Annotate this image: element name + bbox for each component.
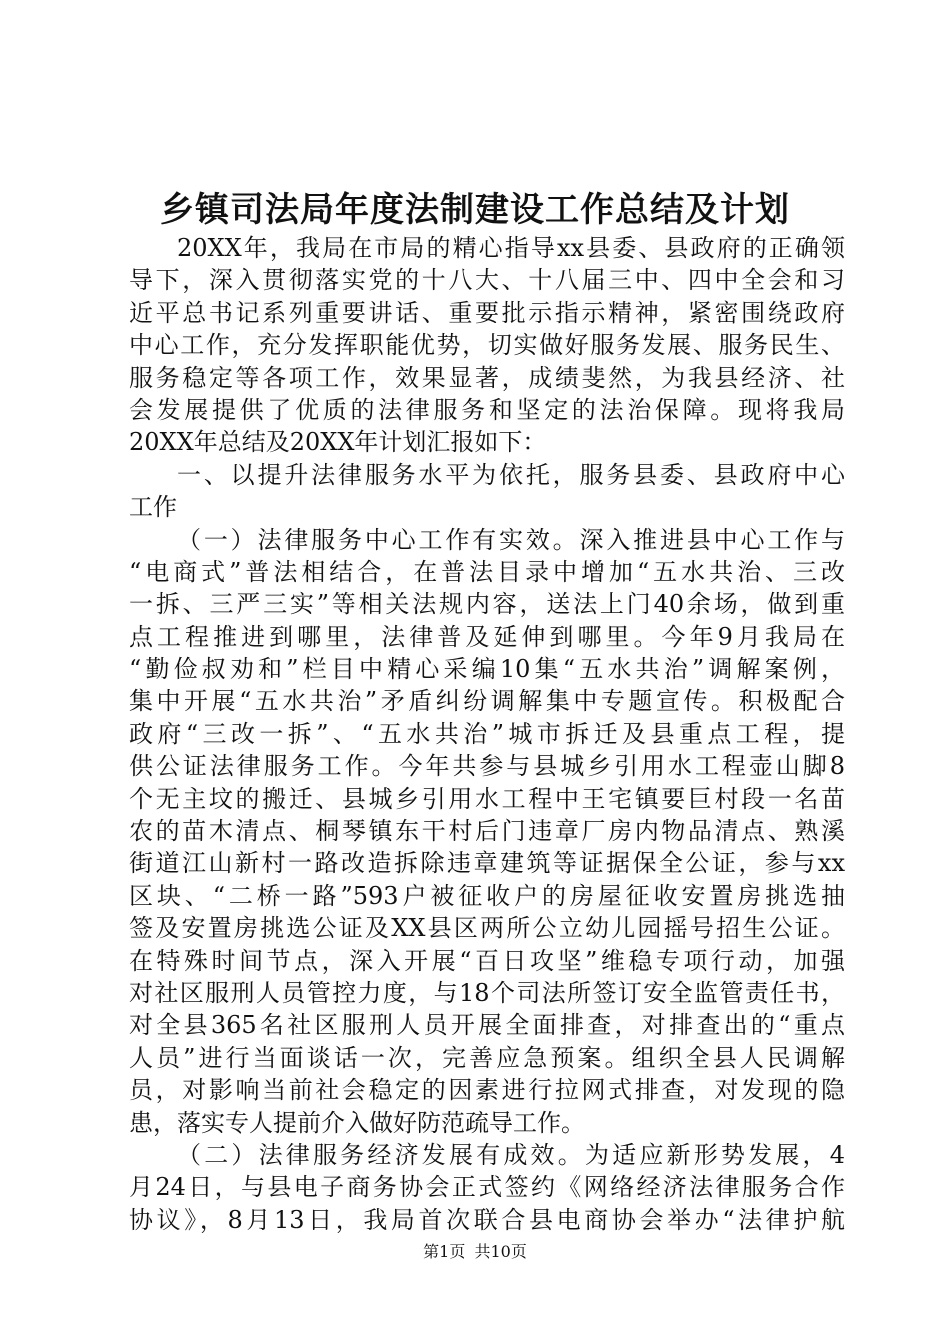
text-line: 月24日，与县电子商务协会正式签约《网络经济法律服务合作 (129, 1173, 845, 1202)
text-line: 集中开展“五水共治”矛盾纠纷调解集中专题宣传。积极配合 (129, 687, 845, 716)
text-line: 20XX年，我局在市局的精心指导xx县委、县政府的正确领 (177, 234, 845, 262)
text-line: 个无主坟的搬迁、县城乡引用水工程中王宅镇要巨村段一名苗 (129, 784, 845, 813)
text-line: 协议》，8月13日，我局首次联合县电商协会举办“法律护航 (129, 1205, 845, 1234)
page-footer (0, 1241, 950, 1263)
text-line: （一）法律服务中心工作有实效。深入推进县中心工作与 (177, 525, 845, 554)
text-line: 街道江山新村一路改造拆除违章建筑等证据保全公证，参与xx (129, 849, 845, 878)
text-line: 对全县365名社区服刑人员开展全面排查，对排查出的“重点 (129, 1011, 845, 1040)
text-line: 工作 (129, 493, 177, 522)
text-line: 20XX年总结及20XX年计划汇报如下： (129, 428, 547, 457)
text-line: 员，对影响当前社会稳定的因素进行拉网式排查，对发现的隐 (129, 1076, 845, 1105)
text-line: 一、以提升法律服务水平为依托，服务县委、县政府中心 (177, 460, 845, 489)
text-line: 会发展提供了优质的法律服务和坚定的法治保障。现将我局 (129, 395, 845, 424)
text-line: “勤俭叔劝和”栏目中精心采编10集“五水共治”调解案例， (129, 655, 845, 684)
text-line: 签及安置房挑选公证及XX县区两所公立幼儿园摇号招生公证。 (129, 914, 845, 943)
text-line: 供公证法律服务工作。今年共参与县城乡引用水工程壶山脚8 (129, 752, 845, 781)
text-line: 农的苗木清点、桐琴镇东干村后门违章厂房内物品清点、熟溪 (129, 817, 845, 846)
text-line: 在特殊时间节点，深入开展“百日攻坚”维稳专项行动，加强 (129, 946, 845, 975)
document-body (129, 232, 845, 1236)
document-title: 乡镇司法局年度法制建设工作总结及计划 (160, 190, 790, 230)
page-number: 第1页 (423, 1242, 466, 1261)
text-line: 中心工作，充分发挥职能优势，切实做好服务发展、服务民生、 (129, 331, 845, 360)
text-line: 一拆、三严三实”等相关法规内容，送法上门40余场，做到重 (129, 590, 845, 619)
text-line: “电商式”普法相结合，在普法目录中增加“五水共治、三改 (129, 557, 845, 586)
text-line: 政府“三改一拆”、“五水共治”城市拆迁及县重点工程，提 (129, 719, 845, 748)
text-line: 服务稳定等各项工作，效果显著，成绩斐然，为我县经济、社 (129, 363, 845, 392)
text-line: 区块、“二桥一路”593户被征收户的房屋征收安置房挑选抽 (129, 881, 845, 910)
page-total: 共10页 (474, 1242, 527, 1261)
text-line: （二）法律服务经济发展有成效。为适应新形势发展，4 (177, 1140, 845, 1169)
text-line: 对社区服刑人员管控力度，与18个司法所签订安全监管责任书， (129, 978, 845, 1007)
text-line: 导下，深入贯彻落实党的十八大、十八届三中、四中全会和习 (129, 266, 845, 295)
text-line: 人员”进行当面谈话一次，完善应急预案。组织全县人民调解 (129, 1043, 845, 1072)
text-line: 点工程推进到哪里，法律普及延伸到哪里。今年9月我局在 (129, 622, 845, 651)
text-line: 患，落实专人提前介入做好防范疏导工作。 (129, 1108, 585, 1137)
text-line: 近平总书记系列重要讲话、重要批示指示精神，紧密围绕政府 (129, 298, 845, 327)
